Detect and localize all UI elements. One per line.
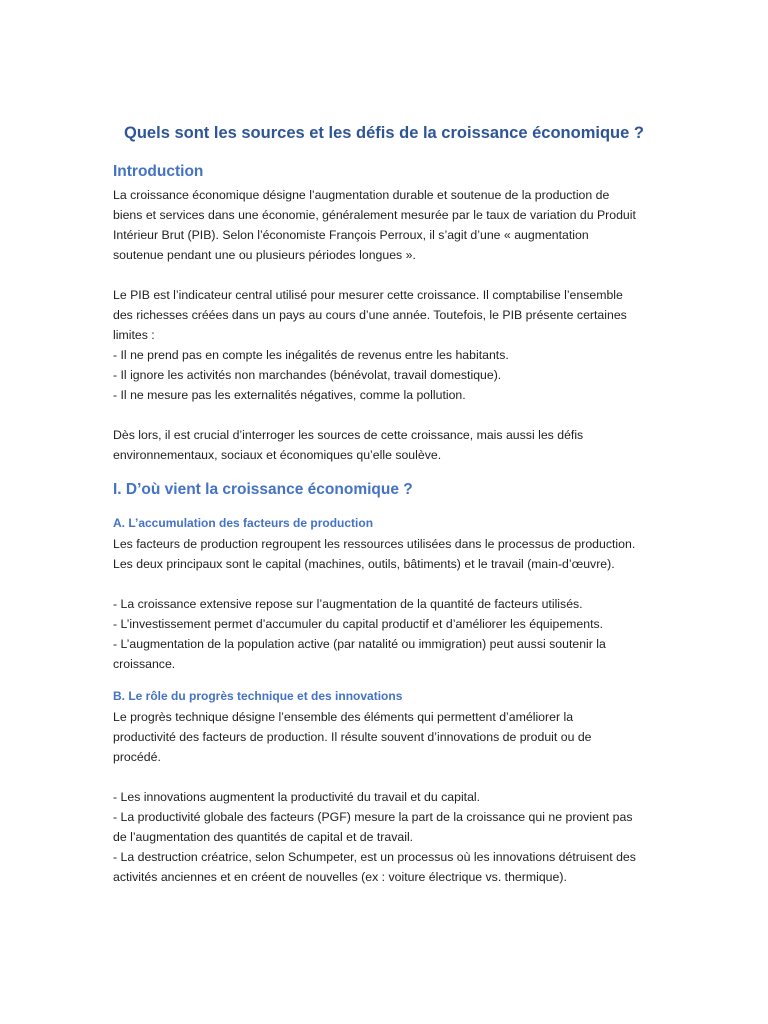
introduction-heading: Introduction xyxy=(113,163,204,180)
paragraph-line: environnementaux, sociaux et économiques qu’elle soulève. xyxy=(113,448,442,462)
bullet-line: - Il ne prend pas en compte les inégalités de revenus entre les habitants. xyxy=(113,348,509,362)
sectionB-heading: B. Le rôle du progrès technique et des innovations xyxy=(113,689,403,703)
bullet-line: - La destruction créatrice, selon Schumpeter, est un processus où les innovations détruisent des xyxy=(113,850,636,864)
paragraph-line: procédé. xyxy=(113,750,161,764)
paragraph-line: Le PIB est l’indicateur central utilisé pour mesurer cette croissance. Il comptabilise l’ensemble xyxy=(113,288,623,302)
paragraph-line: des richesses créées dans un pays au cours d’une année. Toutefois, le PIB présente certaines xyxy=(113,308,627,322)
bullet-line: - La productivité globale des facteurs (PGF) mesure la part de la croissance qui ne provient pas xyxy=(113,810,633,824)
part1-heading: I. D’où vient la croissance économique ? xyxy=(113,481,413,498)
paragraph-line: Les deux principaux sont le capital (machines, outils, bâtiments) et le travail (main-d’œuvre). xyxy=(113,557,615,571)
bullet-line: - L’investissement permet d’accumuler du capital productif et d’améliorer les équipements. xyxy=(113,617,604,631)
bullet-line: - Les innovations augmentent la productivité du travail et du capital. xyxy=(113,790,481,804)
sectionA-heading: A. L’accumulation des facteurs de production xyxy=(113,516,374,530)
paragraph-line: Les facteurs de production regroupent les ressources utilisées dans le processus de production. xyxy=(113,537,636,551)
paragraph-line: productivité des facteurs de production. Il résulte souvent d’innovations de produit ou de xyxy=(113,730,592,744)
paragraph-line: Le progrès technique désigne l’ensemble des éléments qui permettent d’améliorer la xyxy=(113,710,574,724)
paragraph-line: Intérieur Brut (PIB). Selon l’économiste François Perroux, il s’agit d’une « augmentation xyxy=(113,228,589,242)
paragraph-line: limites : xyxy=(113,328,155,342)
paragraph-line: soutenue pendant une ou plusieurs périodes longues ». xyxy=(113,248,416,262)
document-title: Quels sont les sources et les défis de la croissance économique ? xyxy=(124,124,644,142)
bullet-line: - Il ignore les activités non marchandes (bénévolat, travail domestique). xyxy=(113,368,502,382)
bullet-line: - La croissance extensive repose sur l’augmentation de la quantité de facteurs utilisés. xyxy=(113,597,583,611)
paragraph-line: Dès lors, il est crucial d’interroger les sources de cette croissance, mais aussi les défis xyxy=(113,428,584,442)
paragraph-line: biens et services dans une économie, généralement mesurée par le taux de variation du Produit xyxy=(113,208,636,222)
bullet-line: - Il ne mesure pas les externalités négatives, comme la pollution. xyxy=(113,388,466,402)
paragraph-line: de l’augmentation des quantités de capital et de travail. xyxy=(113,830,414,844)
paragraph-line: croissance. xyxy=(113,657,176,671)
paragraph-line: activités anciennes et en créent de nouvelles (ex : voiture électrique vs. thermique). xyxy=(113,870,567,884)
paragraph-line: La croissance économique désigne l’augmentation durable et soutenue de la production de xyxy=(113,188,610,202)
bullet-line: - L’augmentation de la population active (par natalité ou immigration) peut aussi soutenir la xyxy=(113,637,606,651)
